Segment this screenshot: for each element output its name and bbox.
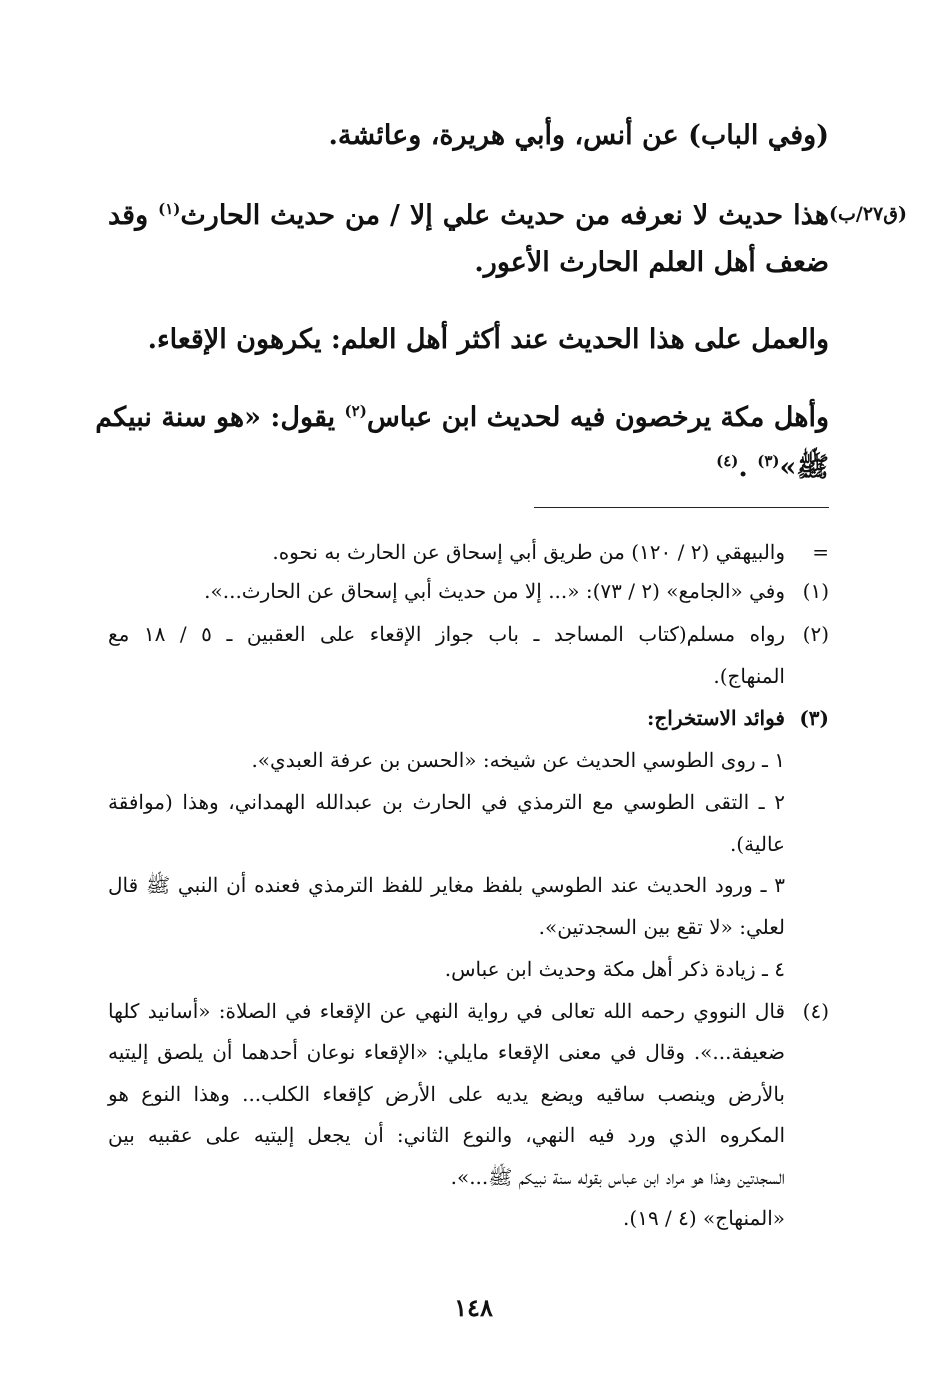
footnote-ref: (١) bbox=[158, 200, 181, 218]
footnote-text: رواه مسلم(كتاب المساجد ـ باب جواز الإقعاء على العقبين ـ ٥ / ١٨ مع bbox=[108, 622, 786, 646]
footnote-line-17 bbox=[108, 1203, 829, 1233]
footnote-line-6 bbox=[108, 745, 829, 775]
footnote-number: (١) bbox=[802, 579, 829, 603]
footnote-text: لعلي: «لا تقع بين السجدتين». bbox=[538, 915, 785, 939]
footnote-text: ٣ ـ ورود الحديث عند الطوسي بلفظ مغاير للفظ الترمذي فعنده أن النبي ﷺ قال bbox=[108, 873, 785, 897]
main-line-text: هذا حديث لا نعرفه من حديث علي إلا / من حديث الحارث bbox=[180, 200, 829, 231]
footnote-line-12 bbox=[108, 996, 829, 1026]
main-line-text: (وفي الباب) عن أنس، وأبي هريرة، وعائشة. bbox=[328, 120, 829, 151]
main-line-6 bbox=[108, 448, 829, 488]
footnote-ref: (٣) bbox=[757, 452, 780, 470]
footnote-number: (٤) bbox=[802, 999, 829, 1023]
footnote-number: (٣) bbox=[799, 706, 829, 730]
footnote-text: والبيهقي (٢ / ١٢٠) من طريق أبي إسحاق عن الحارث به نحوه. bbox=[272, 540, 785, 564]
main-line-text: والعمل على هذا الحديث عند أكثر أهل العلم: يكرهون الإقعاء. bbox=[147, 324, 829, 355]
footnote-text: عالية). bbox=[729, 832, 785, 856]
footnote-text: فوائد الاستخراج: bbox=[646, 706, 785, 730]
footnote-text: قال النووي رحمه الله تعالى في رواية النهي عن الإقعاء في الصلاة: «أسانيد كلها bbox=[108, 999, 785, 1023]
footnote-number: = bbox=[812, 540, 829, 564]
footnote-text: ٢ ـ التقى الطوسي مع الترمذي في الحارث بن عبدالله الهمداني، وهذا (موافقة bbox=[108, 790, 785, 814]
footnote-ref: (٤) bbox=[716, 452, 739, 470]
footnote-line-16 bbox=[108, 1162, 829, 1192]
footnote-line-8 bbox=[108, 829, 829, 859]
footnote-line-3 bbox=[108, 619, 829, 649]
main-line-2 bbox=[108, 196, 829, 236]
main-line-5 bbox=[95, 398, 829, 438]
footnote-text: بالأرض وينصب ساقيه ويضع يديه على الأرض كإقعاء الكلب... وهذا النوع هو bbox=[108, 1082, 785, 1106]
footnote-line-1 bbox=[108, 537, 829, 567]
margin-note: (ق٢٧/ب) bbox=[829, 203, 907, 225]
footnote-text: وفي «الجامع» (٢ / ٧٣): «... إلا من حديث أبي إسحاق عن الحارث...». bbox=[204, 579, 785, 603]
footnote-line-7 bbox=[108, 787, 829, 817]
footnote-text: «المنهاج» (٤ / ١٩). bbox=[623, 1206, 785, 1230]
footnote-ref: (٢) bbox=[344, 402, 367, 420]
main-line-text: ضعف أهل العلم الحارث الأعور. bbox=[474, 247, 829, 278]
footnote-text: ضعيفة...». وقال في معنى الإقعاء مايلي: «الإقعاء نوعان أحدهما أن يلصق إليتيه bbox=[108, 1040, 785, 1064]
footnote-line-15 bbox=[108, 1120, 829, 1150]
footnote-text: ٤ ـ زيادة ذكر أهل مكة وحديث ابن عباس. bbox=[444, 957, 785, 981]
page-number: ١٤٨ bbox=[454, 1293, 493, 1322]
footnote-line-13 bbox=[108, 1037, 829, 1067]
footnote-line-9 bbox=[108, 870, 829, 900]
footnote-line-10 bbox=[108, 912, 829, 942]
main-line-3 bbox=[108, 243, 829, 283]
main-line-tail: يقول: «هو سنة نبيكم bbox=[95, 402, 345, 433]
footnote-line-14 bbox=[108, 1079, 829, 1109]
footnote-line-4 bbox=[108, 661, 829, 691]
main-line-tail: . bbox=[738, 452, 758, 483]
footnote-line-5 bbox=[108, 703, 829, 733]
main-line-text: ﷺ» bbox=[779, 452, 829, 483]
footnote-text: المكروه الذي ورد فيه النهي، والنوع الثاني: أن يجعل إليتيه على عقبيه بين bbox=[108, 1123, 785, 1147]
footnote-text: السجدتين وهذا هو مراد ابن عباس بقوله سنة نبيكم ﷺ...». bbox=[450, 1165, 785, 1189]
footnote-line-2 bbox=[108, 576, 829, 606]
main-line-tail: وقد bbox=[108, 200, 159, 231]
footnote-text: ١ ـ روى الطوسي الحديث عن شيخه: «الحسن بن عرفة العبدي». bbox=[251, 748, 785, 772]
footnote-text: المنهاج). bbox=[713, 664, 785, 688]
main-line-text: وأهل مكة يرخصون فيه لحديث ابن عباس bbox=[366, 402, 829, 433]
footnote-divider bbox=[534, 507, 829, 508]
main-line-4 bbox=[108, 320, 829, 360]
footnote-line-11 bbox=[108, 954, 829, 984]
main-line-1 bbox=[108, 116, 829, 156]
footnote-number: (٢) bbox=[802, 622, 830, 646]
